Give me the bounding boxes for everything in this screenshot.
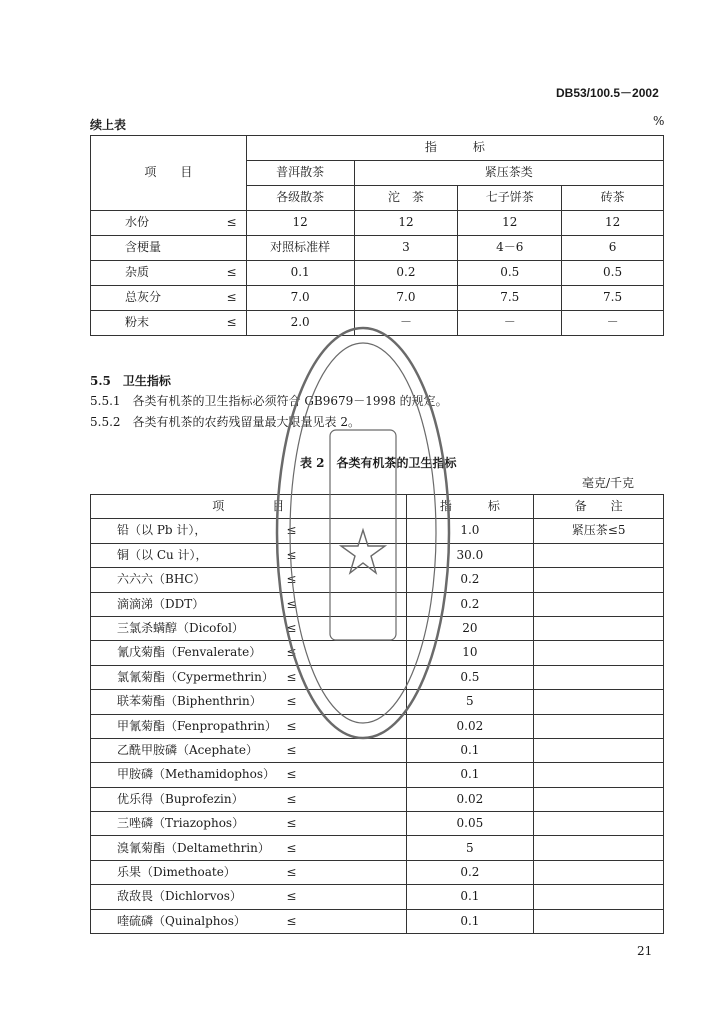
cell: 7.0 bbox=[246, 286, 354, 311]
seal-outer-ring bbox=[277, 328, 449, 738]
cell: － bbox=[354, 311, 458, 336]
note-cell bbox=[534, 543, 664, 567]
row-label: 乙酰甲胺磷（Acephate） bbox=[91, 738, 287, 762]
cell: 3 bbox=[354, 236, 458, 261]
row-label: 联苯菊酯（Biphenthrin） bbox=[91, 690, 287, 714]
seal-star bbox=[341, 530, 385, 573]
cell: 7.0 bbox=[354, 286, 458, 311]
cell: 12 bbox=[354, 211, 458, 236]
row-label: 溴氰菊酯（Deltamethrin） bbox=[91, 836, 287, 860]
limit-value: 0.1 bbox=[406, 885, 534, 909]
limit-value: 0.2 bbox=[406, 592, 534, 616]
le-sign: ≤ bbox=[226, 215, 237, 230]
cell: 4－6 bbox=[458, 236, 562, 261]
row-label: 粉末 bbox=[125, 315, 150, 330]
le-sign: ≤ bbox=[286, 763, 406, 787]
row-label: 优乐得（Buprofezin） bbox=[91, 787, 287, 811]
note-cell bbox=[534, 665, 664, 689]
table-row bbox=[91, 787, 664, 811]
row-label: 杂质 bbox=[125, 265, 150, 280]
le-sign: ≤ bbox=[226, 290, 237, 305]
row-label: 甲胺磷（Methamidophos） bbox=[91, 763, 287, 787]
table1-head-puer-loose: 普洱散茶 bbox=[246, 161, 354, 186]
note-cell bbox=[534, 860, 664, 884]
limit-value: 1.0 bbox=[406, 519, 534, 543]
le-sign: ≤ bbox=[286, 519, 406, 543]
table2-title: 表 2 各类有机茶的卫生指标 bbox=[300, 456, 457, 470]
cell: － bbox=[458, 311, 562, 336]
table1-caption: 续上表 bbox=[90, 118, 127, 132]
section-5-5-heading: 5.5 卫生指标 bbox=[90, 374, 171, 388]
table1-head-zhuancha: 砖茶 bbox=[562, 186, 664, 211]
note-cell bbox=[534, 812, 664, 836]
cell: 7.5 bbox=[562, 286, 664, 311]
table-row bbox=[91, 860, 664, 884]
le-sign: ≤ bbox=[286, 568, 406, 592]
limit-value: 0.05 bbox=[406, 812, 534, 836]
table1-head-grade-loose: 各级散茶 bbox=[246, 186, 354, 211]
table-row bbox=[91, 812, 664, 836]
row-label: 总灰分 bbox=[125, 290, 162, 305]
row-label: 滴滴涕（DDT） bbox=[91, 592, 287, 616]
le-sign: ≤ bbox=[286, 860, 406, 884]
row-label: 氯氰菊酯（Cypermethrin） bbox=[91, 665, 287, 689]
section-5-5-2-text: 5.5.2 各类有机茶的农药残留量最大限量见表 2。 bbox=[90, 415, 360, 429]
note-cell bbox=[534, 568, 664, 592]
table-row bbox=[91, 236, 664, 261]
table2-head-item: 项 目 bbox=[91, 495, 407, 519]
row-label: 铅（以 Pb 计）， bbox=[91, 519, 287, 543]
note-cell bbox=[534, 690, 664, 714]
le-sign: ≤ bbox=[286, 836, 406, 860]
limit-value: 20 bbox=[406, 616, 534, 640]
le-sign: ≤ bbox=[286, 592, 406, 616]
limit-value: 10 bbox=[406, 641, 534, 665]
table1-head-item: 项 目 bbox=[91, 136, 247, 211]
table2-head-note: 备 注 bbox=[534, 495, 664, 519]
le-sign: ≤ bbox=[226, 265, 237, 280]
table1-head-tuocha: 沱 茶 bbox=[354, 186, 458, 211]
note-cell bbox=[534, 885, 664, 909]
cell: 12 bbox=[562, 211, 664, 236]
cell: 12 bbox=[458, 211, 562, 236]
le-sign: ≤ bbox=[286, 665, 406, 689]
row-label: 敌敌畏（Dichlorvos） bbox=[91, 885, 287, 909]
table-row bbox=[91, 211, 664, 236]
table-row bbox=[91, 885, 664, 909]
le-sign: ≤ bbox=[286, 885, 406, 909]
page-number: 21 bbox=[637, 944, 653, 958]
cell: 对照标准样 bbox=[246, 236, 354, 261]
note-cell bbox=[534, 909, 664, 933]
row-label: 喹硫磷（Quinalphos） bbox=[91, 909, 287, 933]
note-cell: 紧压茶≤5 bbox=[534, 519, 664, 543]
limit-value: 0.1 bbox=[406, 909, 534, 933]
row-label: 三氯杀螨醇（Dicofol） bbox=[91, 616, 287, 640]
cell: 7.5 bbox=[458, 286, 562, 311]
row-label: 含梗量 bbox=[125, 240, 162, 255]
limit-value: 0.5 bbox=[406, 665, 534, 689]
cell: － bbox=[562, 311, 664, 336]
le-sign: ≤ bbox=[286, 641, 406, 665]
le-sign: ≤ bbox=[286, 543, 406, 567]
limit-value: 0.1 bbox=[406, 738, 534, 762]
le-sign: ≤ bbox=[226, 315, 237, 330]
table2-head-index: 指 标 bbox=[406, 495, 534, 519]
cell: 2.0 bbox=[246, 311, 354, 336]
le-sign: ≤ bbox=[286, 812, 406, 836]
cell: 6 bbox=[562, 236, 664, 261]
row-label: 铜（以 Cu 计）， bbox=[91, 543, 287, 567]
note-cell bbox=[534, 787, 664, 811]
table1-unit: % bbox=[653, 114, 665, 128]
limit-value: 0.1 bbox=[406, 763, 534, 787]
note-cell bbox=[534, 641, 664, 665]
table1-head-index: 指 标 bbox=[246, 136, 663, 161]
limit-value: 5 bbox=[406, 690, 534, 714]
cell: 0.2 bbox=[354, 261, 458, 286]
le-sign: ≤ bbox=[286, 909, 406, 933]
table-row bbox=[91, 261, 664, 286]
row-label: 甲氰菊酯（Fenpropathrin） bbox=[91, 714, 287, 738]
seal-inner-ring bbox=[290, 343, 436, 723]
table1-head-compressed: 紧压茶类 bbox=[354, 161, 663, 186]
quality-index-table bbox=[90, 135, 664, 336]
section-5-5-1-text: 5.5.1 各类有机茶的卫生指标必须符合 GB9679－1998 的规定。 bbox=[90, 394, 448, 408]
limit-value: 30.0 bbox=[406, 543, 534, 567]
limit-value: 0.2 bbox=[406, 860, 534, 884]
row-label: 六六六（BHC） bbox=[91, 568, 287, 592]
table1-head-qizi: 七子饼茶 bbox=[458, 186, 562, 211]
cell: 12 bbox=[246, 211, 354, 236]
table-row bbox=[91, 909, 664, 933]
note-cell bbox=[534, 616, 664, 640]
table-row bbox=[91, 836, 664, 860]
limit-value: 0.2 bbox=[406, 568, 534, 592]
limit-value: 0.02 bbox=[406, 787, 534, 811]
note-cell bbox=[534, 714, 664, 738]
row-label: 水份 bbox=[125, 215, 150, 230]
le-sign: ≤ bbox=[286, 787, 406, 811]
table2-unit: 毫克/千克 bbox=[582, 476, 635, 490]
row-label: 乐果（Dimethoate） bbox=[91, 860, 287, 884]
cell: 0.1 bbox=[246, 261, 354, 286]
le-sign: ≤ bbox=[286, 738, 406, 762]
note-cell bbox=[534, 836, 664, 860]
le-sign: ≤ bbox=[286, 714, 406, 738]
document-code: DB53/100.5－2002 bbox=[556, 86, 659, 100]
note-cell bbox=[534, 763, 664, 787]
official-seal-stamp bbox=[272, 318, 454, 748]
limit-value: 5 bbox=[406, 836, 534, 860]
note-cell bbox=[534, 592, 664, 616]
le-sign: ≤ bbox=[286, 690, 406, 714]
limit-value: 0.02 bbox=[406, 714, 534, 738]
table-row bbox=[91, 286, 664, 311]
cell: 0.5 bbox=[458, 261, 562, 286]
row-label: 氰戊菊酯（Fenvalerate） bbox=[91, 641, 287, 665]
le-sign: ≤ bbox=[286, 616, 406, 640]
note-cell bbox=[534, 738, 664, 762]
row-label: 三唑磷（Triazophos） bbox=[91, 812, 287, 836]
table-row bbox=[91, 763, 664, 787]
cell: 0.5 bbox=[562, 261, 664, 286]
seal-center-band bbox=[330, 430, 396, 640]
